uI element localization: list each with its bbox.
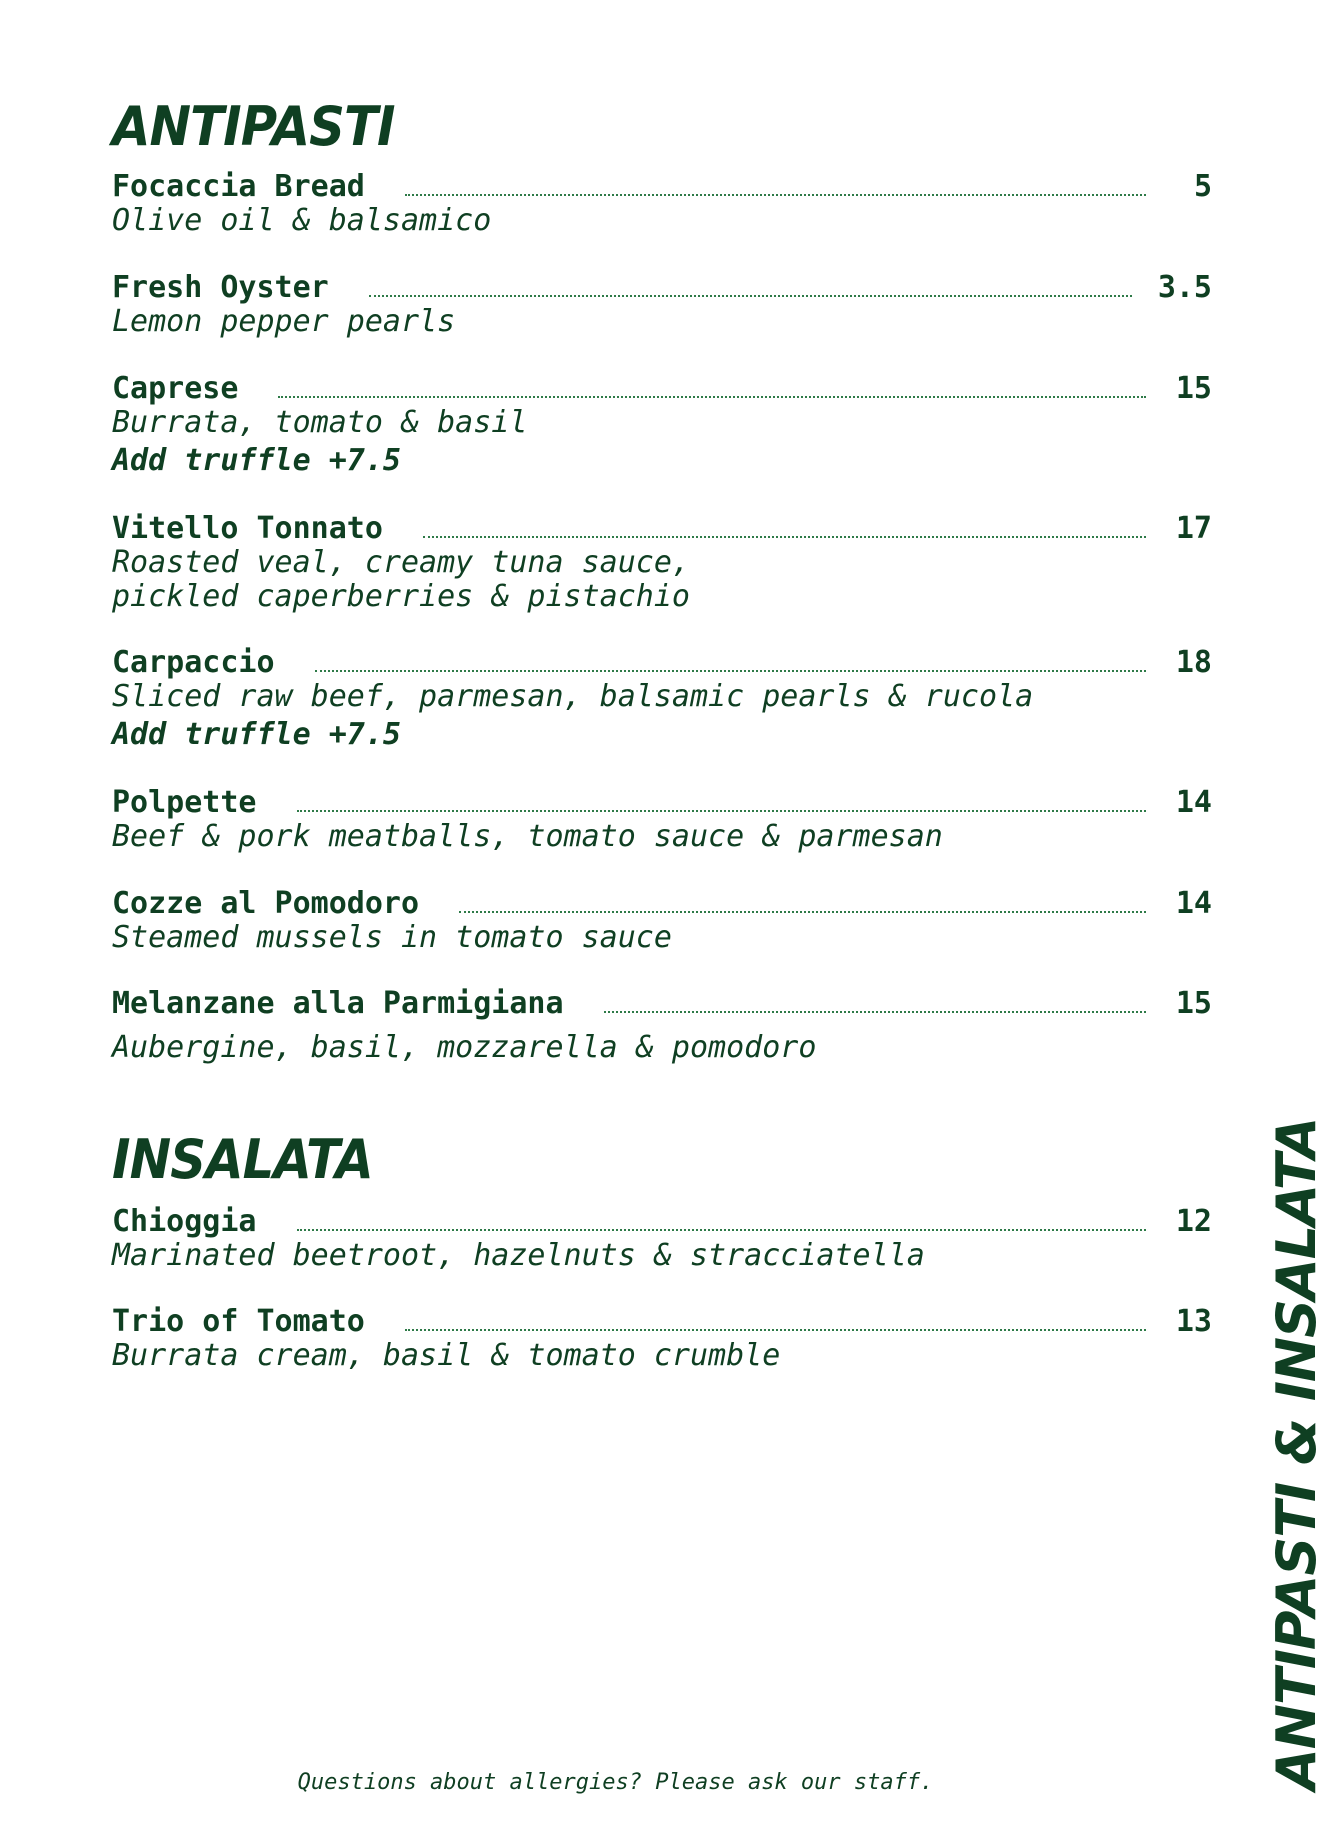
- item-name: Vitello Tonnato: [112, 511, 383, 546]
- dotted-leader: [405, 1329, 1146, 1331]
- item-name: Cozze al Pomodoro: [112, 886, 420, 921]
- item-price: 15: [1175, 986, 1212, 1021]
- dotted-leader: [315, 670, 1146, 672]
- item-price: 3.5: [1157, 270, 1212, 305]
- dotted-leader: [604, 1011, 1146, 1013]
- section-title-antipasti: ANTIPASTI: [112, 95, 395, 158]
- item-price: 12: [1175, 1204, 1212, 1239]
- dotted-leader: [278, 396, 1146, 398]
- menu-item: [112, 887, 1212, 955]
- item-description: Aubergine, basil, mozzarella & pomodoro: [112, 1030, 817, 1065]
- menu-item: [112, 271, 1212, 339]
- dotted-leader: [459, 911, 1146, 913]
- item-price: 17: [1175, 511, 1212, 546]
- item-name: Focaccia Bread: [112, 169, 365, 204]
- item-price: 15: [1175, 371, 1212, 406]
- item-price: 13: [1175, 1304, 1212, 1339]
- item-addon: Add truffle +7.5: [112, 443, 401, 478]
- dotted-leader: [297, 1229, 1147, 1231]
- item-description: Burrata cream, basil & tomato crumble: [112, 1338, 781, 1373]
- item-description: Marinated beetroot, hazelnuts & stracciatella: [112, 1238, 925, 1273]
- item-price: 18: [1175, 645, 1212, 680]
- menu-item: [112, 170, 1212, 238]
- item-description: Beef & pork meatballs, tomato sauce & parmesan: [112, 819, 943, 854]
- item-price: 14: [1175, 886, 1212, 921]
- item-name: Melanzane alla Parmigiana: [112, 986, 564, 1021]
- allergy-footer-note: Questions about allergies? Please ask our staff.: [297, 1770, 934, 1795]
- menu-item: [112, 1305, 1212, 1373]
- menu-item: [112, 987, 1212, 1065]
- item-name: Carpaccio: [112, 645, 275, 680]
- item-description: pickled caperberries & pistachio: [112, 579, 690, 614]
- menu-item: [112, 372, 1212, 478]
- dotted-leader: [297, 810, 1147, 812]
- menu-item: [112, 786, 1212, 854]
- item-addon: Add truffle +7.5: [112, 717, 401, 752]
- menu-item: [112, 1205, 1212, 1273]
- item-name: Polpette: [112, 785, 257, 820]
- item-name: Caprese: [112, 371, 239, 406]
- dotted-leader: [369, 295, 1132, 297]
- dotted-leader: [405, 194, 1146, 196]
- menu-item: [112, 512, 1212, 614]
- dotted-leader: [423, 536, 1146, 538]
- item-description: Olive oil & balsamico: [112, 203, 492, 238]
- item-description: Roasted veal, creamy tuna sauce,: [112, 545, 690, 580]
- section-title-insalata: INSALATA: [112, 1128, 373, 1191]
- item-price: 5: [1193, 169, 1212, 204]
- item-price: 14: [1175, 785, 1212, 820]
- item-name: Trio of Tomato: [112, 1304, 365, 1339]
- item-name: Fresh Oyster: [112, 270, 329, 305]
- vertical-side-title: ANTIPASTI & INSALATA: [1265, 1117, 1328, 1790]
- menu-item: [112, 646, 1212, 752]
- item-description: Lemon pepper pearls: [112, 304, 456, 339]
- item-name: Chioggia: [112, 1204, 257, 1239]
- item-description: Burrata, tomato & basil: [112, 405, 528, 440]
- item-description: Sliced raw beef, parmesan, balsamic pearls & rucola: [112, 679, 1034, 714]
- item-description: Steamed mussels in tomato sauce: [112, 920, 672, 955]
